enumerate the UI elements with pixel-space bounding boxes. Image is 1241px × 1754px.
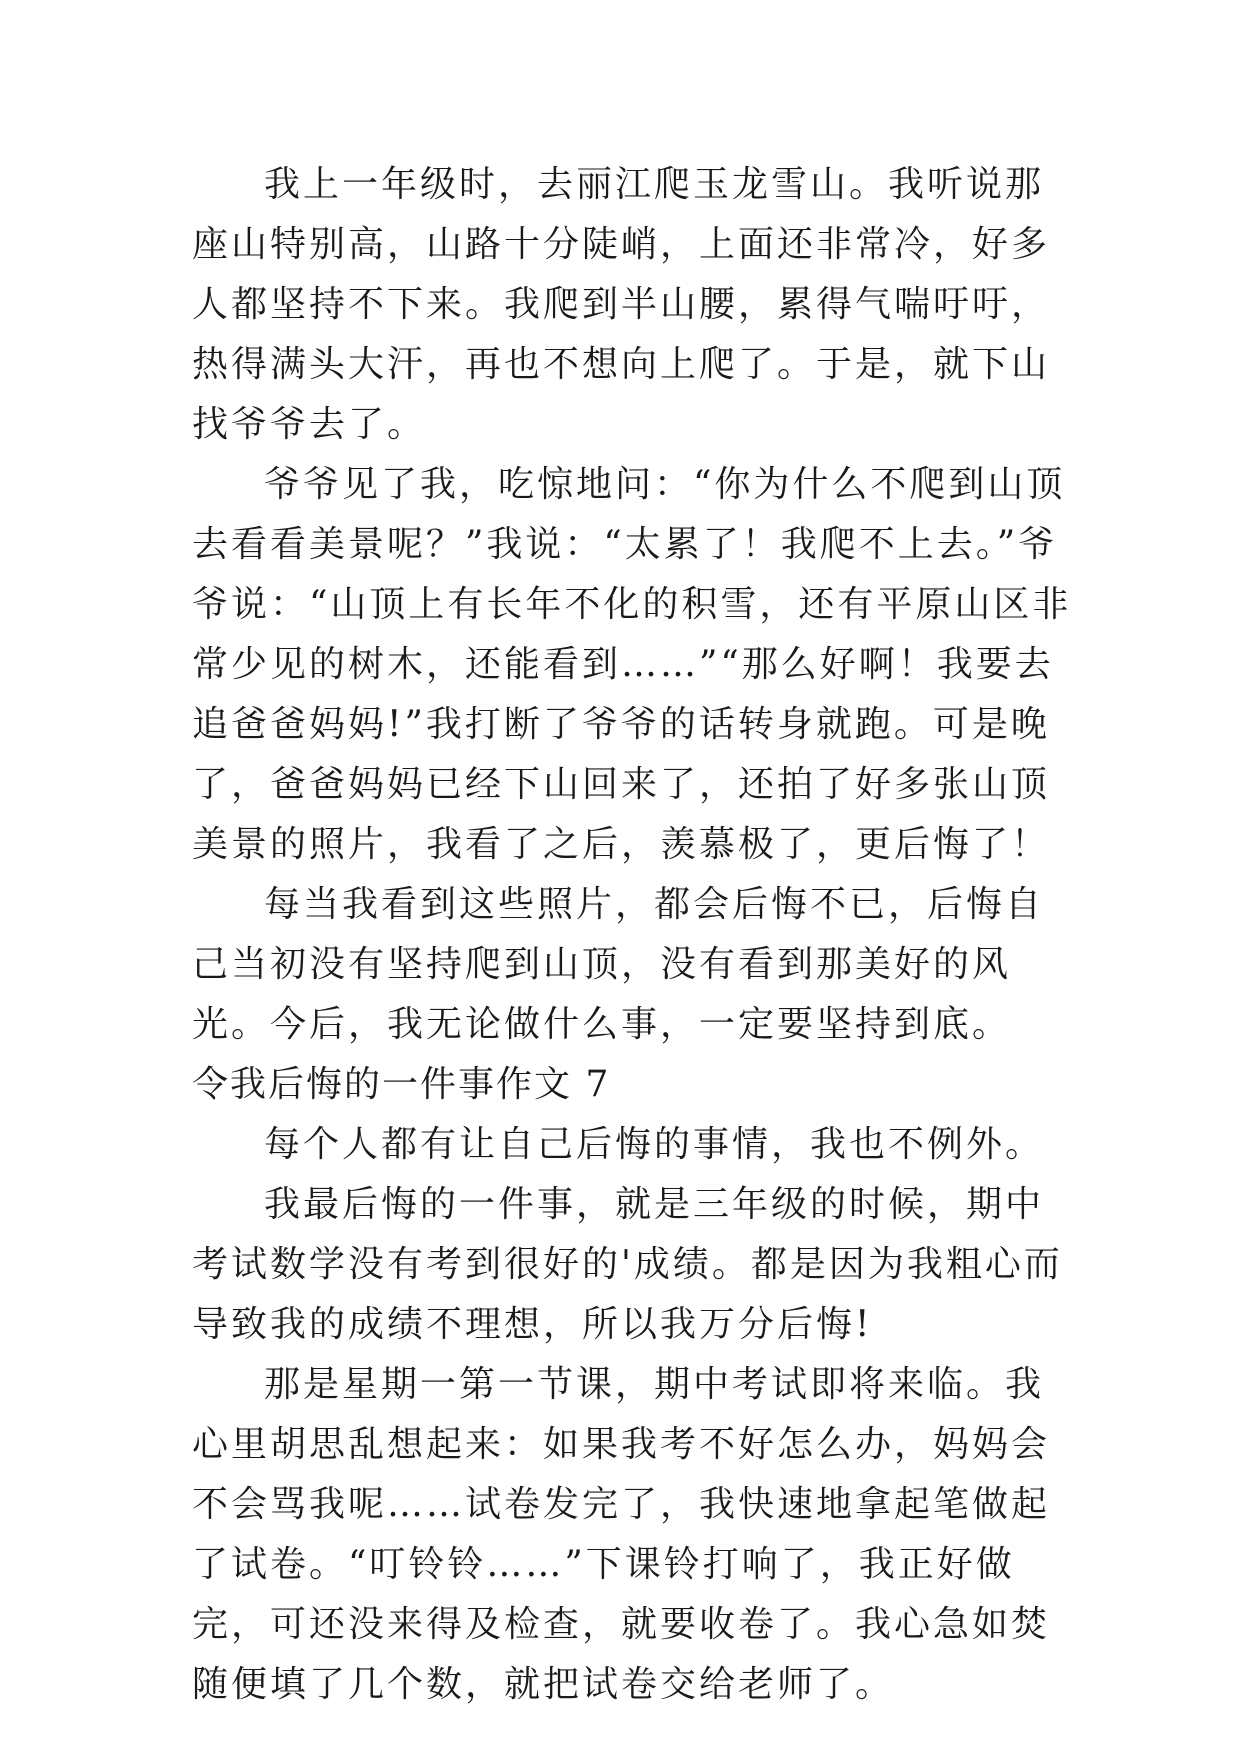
paragraph-grandpa-dialogue: 爷爷见了我，吃惊地问：“你为什么不爬到山顶去看看美景呢？”我说：“太累了！我爬不上去。”爷爷说：“山顶上有长年不化的积雪，还有平原山区非常少见的树木，还能看到……”“那么好啊！我要去追爸爸妈妈!”我打断了爷爷的话转身就跑。可是晚了，爸爸妈妈已经下山回来了，还拍了好多张山顶美景的照片，我看了之后，羡慕极了，更后悔了！ (192, 464, 1072, 865)
paragraph-regret-summary: 每当我看到这些照片，都会后悔不已，后悔自己当初没有坚持爬到山顶，没有看到那美好的风光。今后，我无论做什么事，一定要坚持到底。 (192, 884, 1045, 1045)
paragraph-climb-intro: 我上一年级时，去丽江爬玉龙雪山。我听说那座山特别高，山路十分陡峭，上面还非常冷，好多人都坚持不下来。我爬到半山腰，累得气喘吁吁，热得满头大汗，再也不想向上爬了。于是，就下山找爷爷去了。 (192, 164, 1051, 445)
essay-heading: 令我后悔的一件事作文 7 (192, 1064, 611, 1105)
paragraph-exam-regret: 我最后悔的一件事，就是三年级的时候，期中考试数学没有考到很好的'成绩。都是因为我粗心而导致我的成绩不理想，所以我万分后悔! (192, 1184, 1063, 1345)
paragraph-everyone-regrets: 每个人都有让自己后悔的事情，我也不例外。 (264, 1124, 1045, 1165)
paragraph-exam-story: 那是星期一第一节课，期中考试即将来临。我心里胡思乱想起来：如果我考不好怎么办，妈妈会不会骂我呢……试卷发完了，我快速地拿起笔做起了试卷。“叮铃铃……”下课铃打响了，我正好做完，可还没来得及检查，就要收卷了。我心急如焚随便填了几个数，就把试卷交给老师了。 (192, 1364, 1051, 1705)
document-page (192, 155, 1072, 1715)
